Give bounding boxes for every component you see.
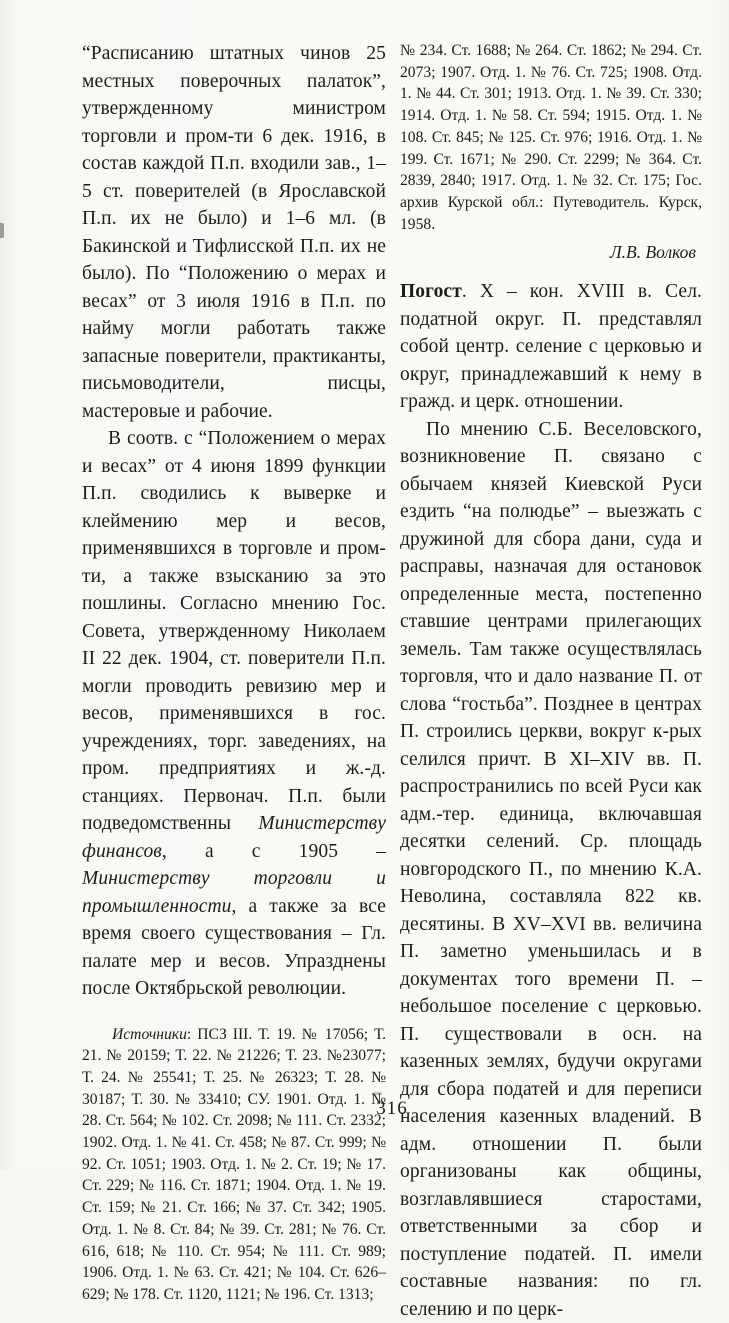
sources-paragraph bbox=[82, 1024, 386, 1306]
sources-continuation: № 234. Ст. 1688; № 264. Ст. 1862; № 294. Ст. 2073; 1907. Отд. 1. № 76. Ст. 725; 1908. Отд. 1. № 44. Ст. 301; 1913. Отд. 1. № 39. Ст. 330; 1914. Отд. 1. № 58. Ст. 594; 1915. Отд. 1. № 108. Ст. 845; № 125. Ст. 976; 1916. Отд. 1. № 199. Ст. 1671; № 290. Ст. 2299; № 364. Ст. 2839, 2840; 1917. Отд. 1. № 32. Ст. 175; Гос. архив Курской обл.: Путеводитель. Курск, 1958. bbox=[400, 42, 702, 233]
ministry-of-trade-italic: Министерству торговли и промышленности bbox=[82, 868, 386, 917]
right-column bbox=[400, 40, 702, 1323]
left-paragraph-continuation: “Расписанию штатных чинов 25 местных поверочных палаток”, утвержденному министром торговли и пром-ти 6 дек. 1916, в состав каждой П.п. входили зав., 1–5 ст. поверителей (в Ярославской П.п. их не было) и 1–6 мл. (в Бакинской и Тифлисской П.п. их не было). По “Положению о мерах и весах” от 3 июля 1916 в П.п. по найму могли работать также запасные поверители, практиканты, письмоводители, писцы, мастеровые и рабочие. bbox=[82, 43, 386, 422]
left-paragraph-2 bbox=[82, 425, 386, 1003]
left-para2-text-1: В соотв. с “Положением о мерах и весах” от 4 июня 1899 функции П.п. сводились к выверке и клеймению мер и весов, применявшихся в торговле и пром-ти, а также взысканию за это пошлины. Согласно мнению Гос. Совета, утвержденному Николаем II 22 дек. 1904, ст. поверители П.п. могли проводить ревизию мер и весов, применявшихся в гос. учреждениях, торг. заведениях, на пром. предприятиях и ж.-д. станциях. Первонач. П.п. были подведомственны bbox=[82, 428, 386, 834]
entry-paragraph-1 bbox=[400, 278, 702, 416]
sources-text: : ПСЗ III. Т. 19. № 17056; Т. 21. № 20159; Т. 22. № 21226; Т. 23. №23077; Т. 24. № 25541; Т. 25. № 26323; Т. 28. № 30187; Т. 30. № 33410; СУ. 1901. Отд. 1. № 28. Ст. 564; № 102. Ст. 2098; № 111. Ст. 2332; 1902. Отд. 1. № 41. Ст. 458; № 87. Ст. 999; № 92. Ст. 1051; 1903. Отд. 1. № 2. Ст. 19; № 17. Ст. 229; № 116. Ст. 1871; 1904. Отд. 1. № 19. Ст. 159; № 21. Ст. 166; № 37. Ст. 342; 1905. Отд. 1. № 8. Ст. 84; № 39. Ст. 281; № 76. Ст. 616, 618; № 110. Ст. 954; № 111. Ст. 989; 1906. Отд. 1. № 63. Ст. 421; № 104. Ст. 626–629; № 178. Ст. 1120, 1121; № 196. Ст. 1313; bbox=[82, 1025, 386, 1303]
entry-paragraph-2: По мнению С.Б. Веселовского, возникновение П. связано с обычаем князей Киевской Руси ездить “на полюдье” – выезжать с дружиной для сбора дани, суда и расправы, назначая для остановок определенные места, постепенно ставшие центрами прилегающих земель. Там также осуществлялась торговля, что и дало название П. от слова “гостьба”. Позднее в центрах П. строились церкви, вокруг к-рых селился причт. В XI–XIV вв. П. распространились по всей Руси как адм.-тер. единица, включавшая десятки селений. Ср. площадь новгородского П., по мнению К.А. Неволина, составляла 822 кв. десятины. В XV–XVI вв. величина П. заметно уменьшилась и в документах того времени П. – небольшое поселение с церковью. П. существовали в осн. на казенных землях, будучи округами для сбора податей и для переписи населения казенных владений. В адм. отношении П. были организованы как общины, возглавлявшиеся старостами, ответственными за сбор и поступление податей. П. имели составные названия: по гл. селению и по церк- bbox=[400, 418, 702, 1320]
page-number: 316 bbox=[376, 1098, 408, 1119]
author-byline: Л.В. Волков bbox=[609, 242, 696, 263]
left-para2-text-2: , а с 1905 – bbox=[161, 840, 386, 862]
scan-artifact-left-edge bbox=[0, 223, 4, 238]
ministry-of-finance-italic: Министерству финансов bbox=[82, 813, 386, 862]
left-para2-text-3: , а также за все время своего существования – Гл. палате мер и весов. Упразднены после Октябрьской революции. bbox=[82, 895, 386, 999]
entry-headword: Погост bbox=[400, 281, 462, 303]
sources-label: Источники bbox=[112, 1025, 187, 1043]
entry-para1-text: . X – кон. XVIII в. Сел. податной округ. П. представлял собой центр. селение с церковью и округ, принадлежавший к нему в гражд. и церк. отношении. bbox=[400, 281, 702, 413]
